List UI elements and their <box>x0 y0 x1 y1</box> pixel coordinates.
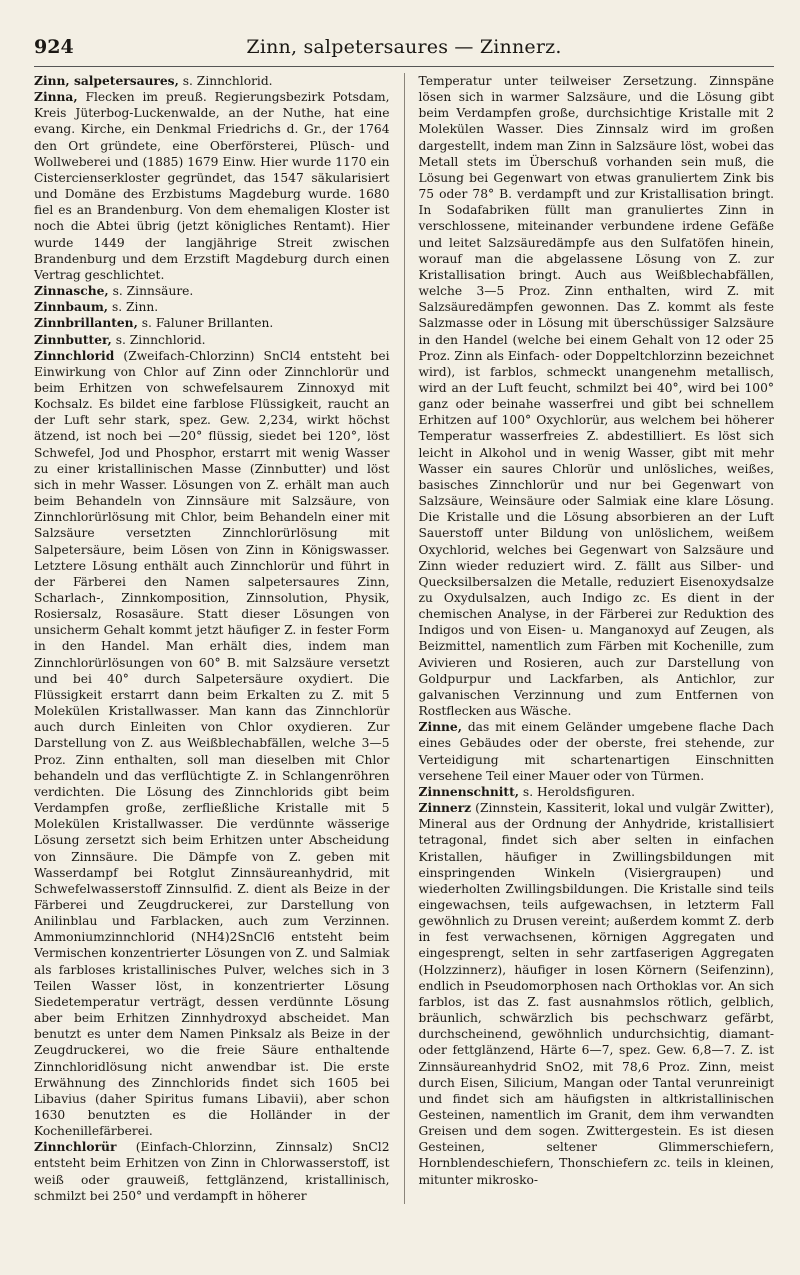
text-columns <box>34 73 774 1204</box>
dictionary-entry <box>34 315 390 331</box>
dictionary-entry <box>419 800 775 1188</box>
entry-text: das mit einem Geländer umgebene flache Dach eines Gebäudes oder der oberste, frei stehende, zur Verteidigung mit schartenartigen Einschnitten versehene Teil einer Mauer oder von Türmen. <box>418 720 775 783</box>
dictionary-entry <box>419 73 775 719</box>
right-column <box>419 73 775 1204</box>
entry-headword: Zinnbaum, <box>34 299 109 315</box>
entry-text: s. Zinn. <box>108 300 159 315</box>
dictionary-entry <box>34 348 390 1140</box>
dictionary-entry <box>34 299 390 315</box>
entry-text: s. Heroldsfiguren. <box>519 784 635 799</box>
entry-text: (Zweifach-Chlorzinn) SnCl4 entsteht bei Einwirkung von Chlor auf Zinn oder Zinnchlorür und beim Erhitzen von schwefelsaurem Zinnoxyd mit Kochsalz. Es bildet eine farblose Flüssigkeit, raucht an der Luft sehr stark, spez. Gew. 2,234, wirkt höchst ätzend, ist noch bei —20° flüssig, siedet bei 120°, löst Schwefel, Jod und Phosphor, erstarrt mit wenig Wasser zu einer kristallinischen Masse (Zinnbutter) und löst sich in mehr Wasser. Lösungen von Z. erhält man auch beim Behandeln von Zinnsäure mit Salzsäure, von Zinnchlorürlösung mit Chlor, beim Behandeln einer mit Salzsäure versetzten Zinnchlorürlösung mit Salpetersäure, beim Lösen von Zinn in Königswasser. Letztere Lösung enthält auch Zinnchlorür und führt in der Färberei den Namen salpetersaures Zinn, Scharlach-, Zinnkomposition, Zinnsolution, Physik, Rosiersalz, Rosasäure. Statt dieser Lösungen von unsicherm Gehalt kommt jetzt häufiger Z. in fester Form in den Handel. Man erhält dies, indem man Zinnchlorürlösungen von 60° B. mit Salzsäure versetzt und bei 40° durch Salpetersäure oxydiert. Die Flüssigkeit erstarrt dann beim Erkalten zu Z. mit 5 Molekülen Kristallwasser. Man kann das Zinnchlorür auch durch Einleiten von Chlor oxydieren. Zur Darstellung von Z. aus Weißblechabfällen, welche 3—5 Proz. Zinn enthalten, soll man dieselben mit Chlor behandeln und das verflüchtigte Z. in Schlangenröhren verdichten. Die Lösung des Zinnchlorids gibt beim Verdampfen große, zerfließliche Kristalle mit 5 Molekülen Kristallwasser. Die verdünnte wässerige Lösung zersetzt sich beim Erhitzen unter Abscheidung von Zinnsäure. Die Dämpfe von Z. geben mit Wasserdampf bei Rotglut Zinnsäureanhydrid, mit Schwefelwasserstoff Zinnsulfid. Z. dient als Beize in der Färberei und Zeugdruckerei, zur Darstellung von Anilinblau und Farblacken, auch zum Verzinnen. Ammoniumzinnchlorid (NH4)2SnCl6 entsteht beim Vermischen konzentrierter Lösungen von Z. und Salmiak als farbloses kristallinisches Pulver, welches sich in 3 Teilen Wasser löst, in konzentrierter Lösung Siedetemperatur verträgt, dessen verdünnte Lösung aber beim Erhitzen Zinnhydroxyd abscheidet. Man benutzt es unter dem Namen Pinksalz als Beize in der Zeugdruckerei, wo die freie Säure enthaltende Zinnchloridlösung nicht anwendbar ist. Die erste Erwähnung des Zinnchlorids findet sich 1605 bei Libavius (daher Spiritus fumans Libavii), aber schon 1630 benutzten es die Holländer in der Kochenillefärberei. <box>34 348 390 1139</box>
entry-text: (Einfach-Chlorzinn, Zinnsalz) SnCl2 entsteht beim Erhitzen von Zinn in Chlorwasserstoff, ist weiß oder grauweiß, fettglänzend, kristallinisch, schmilzt bei 250° und verdampft in höherer <box>34 1140 390 1203</box>
entry-text: Flecken im preuß. Regierungsbezirk Potsdam, Kreis Jüterbog-Luckenwalde, an der Nuthe, hat eine evang. Kirche, ein Denkmal Friedrichs d. Gr., der 1764 den Ort gründete, eine Oberförsterei, Plüsch- und Wollweberei und (1885) 1679 Einw. Hier wurde 1170 ein Cistercienserkloster gegründet, das 1547 säkularisiert und Domäne des Erzbistums Magdeburg wurde. 1680 fiel es an Brandenburg. Von dem ehemaligen Kloster ist noch die Abtei übrig (jetzt königliches Rentamt). Hier wurde 1449 der langjährige Streit zwischen Brandenburg und dem Erzstift Magdeburg durch einen Vertrag geschlichtet. <box>34 90 390 282</box>
entry-text: s. Zinnchlorid. <box>178 74 273 88</box>
entry-headword: Zinnchlorür <box>34 1139 117 1155</box>
column-divider <box>404 73 405 1204</box>
dictionary-entry <box>34 73 390 89</box>
entry-text: s. Zinnsäure. <box>108 284 194 299</box>
dictionary-entry <box>34 1139 390 1204</box>
dictionary-entry <box>34 89 390 283</box>
entry-text: Temperatur unter teilweiser Zersetzung. Zinnspäne lösen sich in warmer Salzsäure, und die Lösung gibt beim Verdampfen große, durchsichtige Kristalle mit 2 Molekülen Wasser. Dies Zinnsalz wird im großen dargestellt, indem man Zinn in Salzsäure löst, wobei das Metall stets im Überschuß vorhanden sein muß, die Lösung bei Gegenwart von etwas granuliertem Zink bis 75 oder 78° B. verdampft und zur Kristallisation bringt. In Sodafabriken füllt man granuliertes Zinn in verschlossene, miteinander verbundene irdene Gefäße und leitet Salzsäuredämpfe aus den Sulfatöfen hinein, worauf man die abgelassene Lösung von Z. zur Kristallisation bringt. Auch aus Weißblechabfällen, welche 3—5 Proz. Zinn enthalten, wird Z. mit Salzsäuredämpfen gewonnen. Das Z. kommt als feste Salzmasse oder in Lösung mit überschüssiger Salzsäure in den Handel (welche bei einem Gehalt von 12 oder 25 Proz. Zinn als Einfach- oder Doppeltchlorzinn bezeichnet wird), ist farblos, schmeckt unangenehm metallisch, wird an der Luft feucht, schmilzt bei 40°, wird bei 100° ganz oder beinahe wasserfrei und gibt bei schnellem Erhitzen auf 100° Oxychlorür, aus welchem bei höherer Temperatur wasserfreies Z. abdestilliert. Es löst sich leicht in Alkohol und in wenig Wasser, gibt mit mehr Wasser ein saures Chlorür und unlösliches, weißes, basisches Zinnchlorür und nur bei Gegenwart von Salzsäure, Weinsäure oder Salmiak eine klare Lösung. Die Kristalle und die Lösung absorbieren an der Luft Sauerstoff unter Bildung von unlöslichem, weißem Oxychlorid, welches bei Gegenwart von Salzsäure und Zinn wieder reduziert wird. Z. fällt aus Silber- und Quecksilbersalzen die Metalle, reduziert Eisenoxydsalze zu Oxydulsalzen, auch Indigo zc. Es dient in der chemischen Analyse, in der Färberei zur Reduktion des Indigos und von Eisen- u. Manganoxyd auf Zeugen, als Beizmittel, namentlich zum Färben mit Kochenille, zum Avivieren und Rosieren, auch zur Darstellung von Goldpurpur und Lackfarben, als Antichlor, zur galvanischen Verzinnung und zum Entfernen von Rostflecken aus Wäsche. <box>418 74 775 719</box>
entry-text: s. Zinnchlorid. <box>111 332 206 347</box>
entry-text: (Zinnstein, Kassiterit, lokal und vulgär Zwitter), Mineral aus der Ordnung der Anhydride, kristallisiert tetragonal, findet sich aber selten in einfachen Kristallen, häufiger in Zwillingsbildungen mit einspringenden Winkeln (Visiergraupen) und wiederholten Zwillingsbildungen. Die Kristalle sind teils eingewachsen, teils aufgewachsen, in letzterm Fall gewöhnlich zu Drusen vereint; außerdem kommt Z. derb in fest verwachsenen, körnigen Aggregaten und eingesprengt, selten in sehr zartfaserigen Aggregaten (Holzzinnerz), häufiger in losen Körnern (Seifenzinn), endlich in Pseudomorphosen nach Orthoklas vor. An sich farblos, ist das Z. fast ausnahmslos rötlich, gelblich, bräunlich, schwärzlich bis pechschwarz gefärbt, durchscheinend, gewöhnlich undurchsichtig, diamant- oder fettglänzend, Härte 6—7, spez. Gew. 6,8—7. Z. ist Zinnsäureanhydrid SnO2, mit 78,6 Proz. Zinn, meist durch Eisen, Silicium, Mangan oder Tantal verunreinigt und findet sich am häufigsten in altkristallinischen Gesteinen, namentlich im Granit, dem ihm verwandten Greisen und dem sogen. Zwittergestein. Es ist diesen Gesteinen, seltener Glimmerschiefern, Hornblendeschiefern, Thonschiefern zc. teils in kleinen, mitunter mikrosko- <box>418 801 775 1187</box>
entry-headword: Zinna, <box>34 89 78 105</box>
left-column <box>34 73 390 1204</box>
entry-headword: Zinnerz <box>418 800 472 816</box>
dictionary-entry <box>419 719 775 784</box>
entry-headword: Zinne, <box>418 719 462 735</box>
entry-text: s. Faluner Brillanten. <box>137 316 274 331</box>
entry-headword: Zinnbutter, <box>34 331 112 347</box>
entry-headword: Zinnasche, <box>34 283 109 299</box>
entry-headword: Zinnchlorid <box>34 347 115 363</box>
entry-headword: Zinnbrillanten, <box>34 315 138 331</box>
entry-headword: Zinnenschnitt, <box>418 783 520 799</box>
dictionary-entry <box>34 283 390 299</box>
page-number: 924 <box>34 36 74 58</box>
running-head: Zinn, salpetersaures — Zinnerz. <box>246 36 562 58</box>
dictionary-entry <box>34 332 390 348</box>
page-header <box>34 32 774 67</box>
dictionary-entry <box>419 784 775 800</box>
entry-headword: Zinn, salpetersaures, <box>34 73 179 88</box>
